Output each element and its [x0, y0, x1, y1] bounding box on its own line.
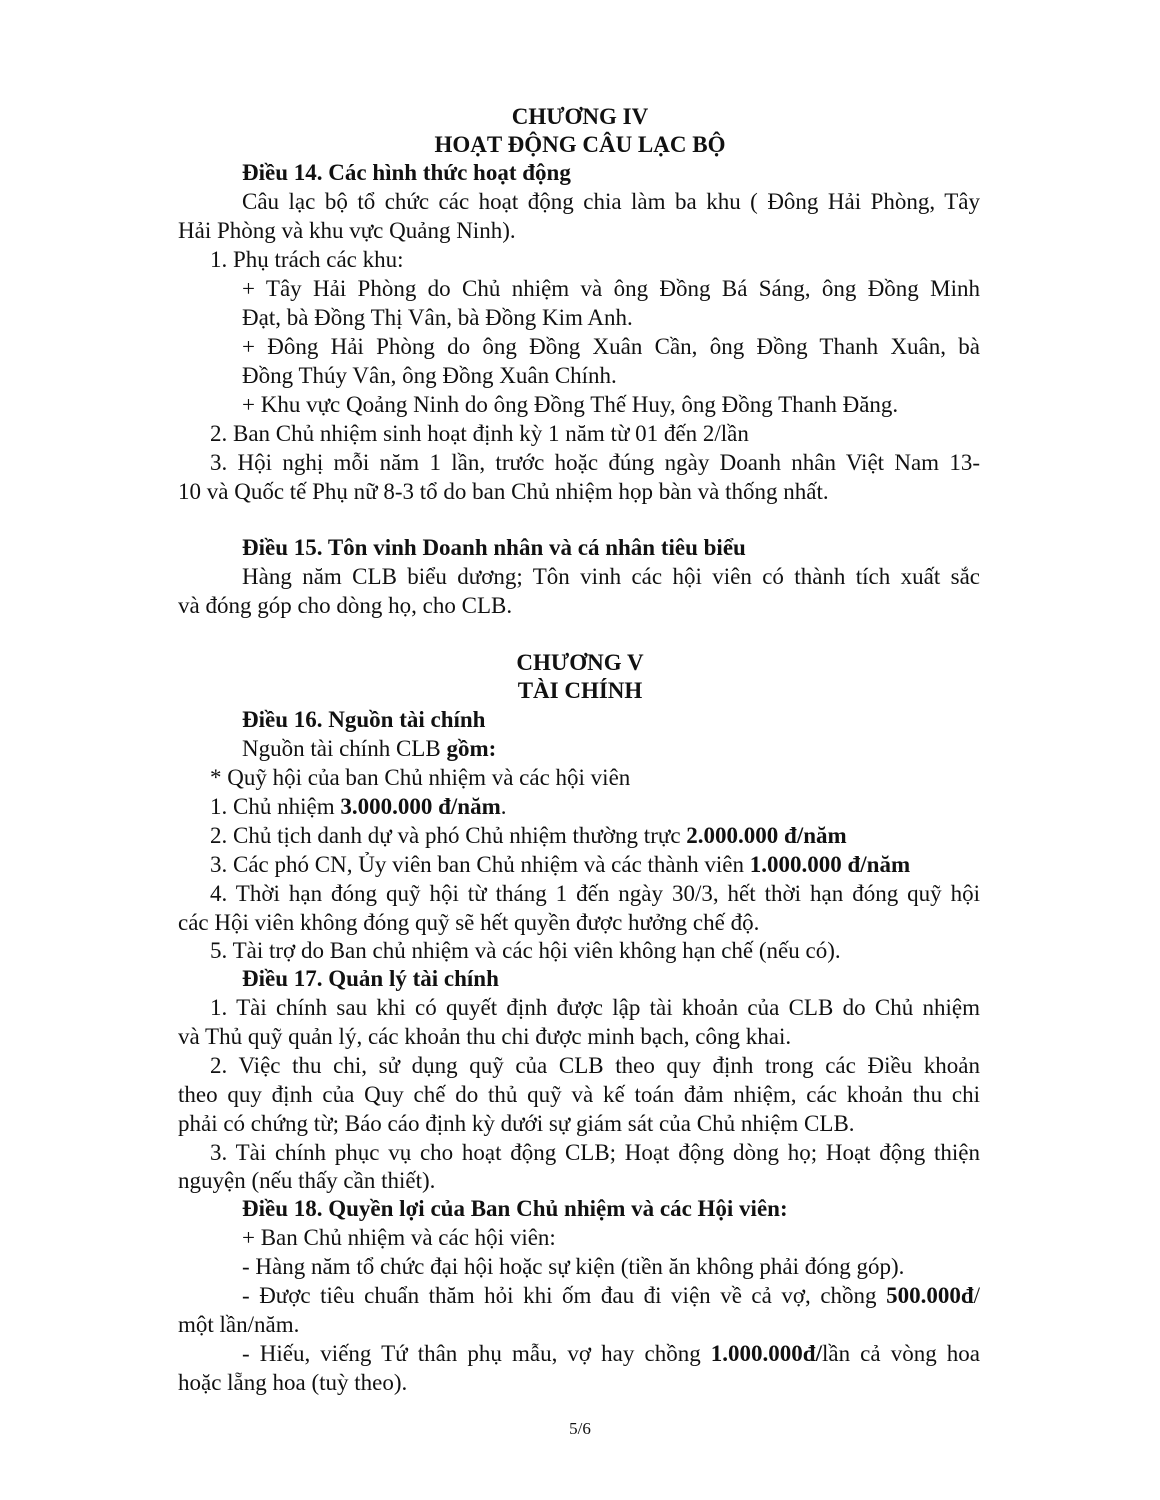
- list-item: + Khu vực Qoảng Ninh do ông Đồng Thế Huy, ông Đồng Thanh Đăng.: [242, 392, 899, 417]
- chapter-title: HOẠT ĐỘNG CÂU LẠC BỘ: [434, 132, 726, 157]
- list-item: Đạt, bà Đồng Thị Vân, bà Đồng Kim Anh.: [242, 305, 633, 330]
- paragraph-line: một lần/năm.: [178, 1312, 300, 1337]
- list-item: Đồng Thúy Vân, ông Đồng Xuân Chính.: [242, 363, 617, 388]
- list-item: + Tây Hải Phòng do Chủ nhiệm và ông Đồng Bá Sáng, ông Đồng Minh: [242, 276, 980, 301]
- list-item: 10 và Quốc tế Phụ nữ 8-3 tổ do ban Chủ nhiệm họp bàn và thống nhất.: [178, 479, 829, 504]
- chapter-label: CHƯƠNG IV: [511, 104, 649, 129]
- article-heading: Điều 16. Nguồn tài chính: [242, 707, 486, 732]
- paragraph-line: và Thủ quỹ quản lý, các khoản thu chi được minh bạch, công khai.: [178, 1024, 792, 1049]
- article-heading: Điều 18. Quyền lợi của Ban Chủ nhiệm và các Hội viên:: [242, 1196, 788, 1221]
- paragraph-line: - Hiếu, viếng Tứ thân phụ mẫu, vợ hay chồng 1.000.000đ/lần cả vòng hoa: [242, 1341, 980, 1366]
- paragraph-line: - Hàng năm tổ chức đại hội hoặc sự kiện (tiền ăn không phải đóng góp).: [242, 1254, 905, 1279]
- paragraph-line: Hàng năm CLB biểu dương; Tôn vinh các hội viên có thành tích xuất sắc: [242, 564, 980, 589]
- list-item: 2. Chủ tịch danh dự và phó Chủ nhiệm thường trực 2.000.000 đ/năm: [210, 823, 847, 848]
- chapter-title: TÀI CHÍNH: [517, 678, 643, 703]
- list-item: 4. Thời hạn đóng quỹ hội từ tháng 1 đến ngày 30/3, hết thời hạn đóng quỹ hội: [210, 881, 980, 906]
- paragraph-line: Hải Phòng và khu vực Quảng Ninh).: [178, 218, 516, 243]
- paragraph-line: nguyện (nếu thấy cần thiết).: [178, 1168, 436, 1193]
- list-item: 2. Ban Chủ nhiệm sinh hoạt định kỳ 1 năm từ 01 đến 2/lần: [210, 421, 749, 446]
- paragraph-line: 1. Tài chính sau khi có quyết định được lập tài khoản của CLB do Chủ nhiệm: [210, 995, 980, 1020]
- list-item: các Hội viên không đóng quỹ sẽ hết quyền được hưởng chế độ.: [178, 910, 760, 935]
- article-heading: Điều 15. Tôn vinh Doanh nhân và cá nhân tiêu biểu: [242, 535, 746, 560]
- paragraph-line: 2. Việc thu chi, sử dụng quỹ của CLB theo quy định trong các Điều khoản: [210, 1053, 980, 1078]
- paragraph-line: Câu lạc bộ tổ chức các hoạt động chia làm ba khu ( Đông Hải Phòng, Tây: [242, 189, 980, 214]
- paragraph-line: hoặc lẵng hoa (tuỳ theo).: [178, 1370, 408, 1395]
- list-item: 3. Các phó CN, Ủy viên ban Chủ nhiệm và các thành viên 1.000.000 đ/năm: [210, 852, 911, 877]
- list-item: 1. Phụ trách các khu:: [210, 247, 404, 272]
- list-item: + Đông Hải Phòng do ông Đồng Xuân Cần, ông Đồng Thanh Xuân, bà: [242, 334, 980, 359]
- chapter-label: CHƯƠNG V: [516, 650, 644, 675]
- list-item: * Quỹ hội của ban Chủ nhiệm và các hội viên: [210, 765, 631, 790]
- paragraph-line: phải có chứng từ; Báo cáo định kỳ dưới sự giám sát của Chủ nhiệm CLB.: [178, 1111, 855, 1136]
- paragraph-line: 3. Tài chính phục vụ cho hoạt động CLB; Hoạt động dòng họ; Hoạt động thiện: [210, 1140, 980, 1165]
- paragraph-line: và đóng góp cho dòng họ, cho CLB.: [178, 593, 513, 618]
- list-item: 3. Hội nghị mỗi năm 1 lần, trước hoặc đúng ngày Doanh nhân Việt Nam 13-: [210, 450, 980, 475]
- list-item: 5. Tài trợ do Ban chủ nhiệm và các hội viên không hạn chế (nếu có).: [210, 938, 841, 963]
- paragraph-line: + Ban Chủ nhiệm và các hội viên:: [242, 1225, 556, 1250]
- paragraph-line: - Được tiêu chuẩn thăm hỏi khi ốm đau đi viện về cả vợ, chồng 500.000đ/: [242, 1283, 980, 1308]
- article-heading: Điều 17. Quản lý tài chính: [242, 966, 499, 991]
- paragraph-line: Nguồn tài chính CLB gồm:: [242, 736, 497, 761]
- list-item: 1. Chủ nhiệm 3.000.000 đ/năm.: [210, 794, 507, 819]
- paragraph-line: theo quy định của Quy chế do thủ quỹ và kế toán đảm nhiệm, các khoản thu chi: [178, 1082, 980, 1107]
- article-heading: Điều 14. Các hình thức hoạt động: [242, 160, 571, 185]
- page-number: 5/6: [569, 1419, 591, 1438]
